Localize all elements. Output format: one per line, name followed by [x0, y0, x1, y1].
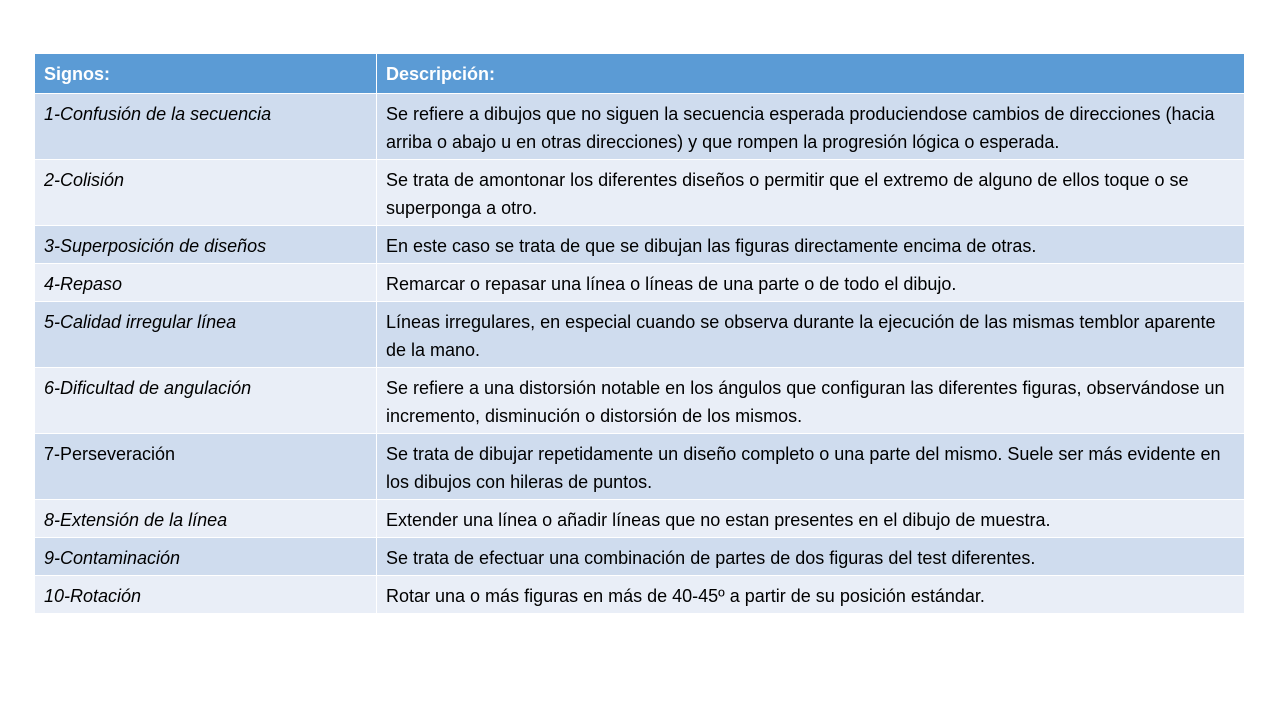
table-row — [35, 434, 1245, 500]
header-row — [35, 54, 1245, 94]
description-cell: Rotar una o más figuras en más de 40-45º a partir de su posición estándar. — [377, 576, 1245, 614]
table-row — [35, 368, 1245, 434]
table-row — [35, 538, 1245, 576]
description-cell: En este caso se trata de que se dibujan las figuras directamente encima de otras. — [377, 226, 1245, 264]
description-cell: Líneas irregulares, en especial cuando se observa durante la ejecución de las mismas temblor aparente de la mano. — [377, 302, 1245, 368]
table-row — [35, 264, 1245, 302]
sign-cell: 4-Repaso — [35, 264, 377, 302]
description-cell: Se trata de efectuar una combinación de partes de dos figuras del test diferentes. — [377, 538, 1245, 576]
sign-cell: 5-Calidad irregular línea — [35, 302, 377, 368]
table-row — [35, 576, 1245, 614]
sign-cell: 9-Contaminación — [35, 538, 377, 576]
description-cell: Se trata de dibujar repetidamente un diseño completo o una parte del mismo. Suele ser más evidente en los dibujos con hileras de puntos. — [377, 434, 1245, 500]
description-cell: Se refiere a dibujos que no siguen la secuencia esperada produciendose cambios de direcciones (hacia arriba o abajo u en otras direcciones) y que rompen la progresión lógica o esperada. — [377, 94, 1245, 160]
description-cell: Se refiere a una distorsión notable en los ángulos que configuran las diferentes figuras, observándose un incremento, disminución o distorsión de los mismos. — [377, 368, 1245, 434]
description-cell: Remarcar o repasar una línea o líneas de una parte o de todo el dibujo. — [377, 264, 1245, 302]
sign-cell: 1-Confusión de la secuencia — [35, 94, 377, 160]
sign-cell: 6-Dificultad de angulación — [35, 368, 377, 434]
description-cell: Se trata de amontonar los diferentes diseños o permitir que el extremo de alguno de ellos toque o se superponga a otro. — [377, 160, 1245, 226]
table-row — [35, 500, 1245, 538]
sign-cell: 8-Extensión de la línea — [35, 500, 377, 538]
sign-cell: 2-Colisión — [35, 160, 377, 226]
table-row — [35, 302, 1245, 368]
sign-cell: 10-Rotación — [35, 576, 377, 614]
table-row — [35, 94, 1245, 160]
header-description: Descripción: — [377, 54, 1245, 94]
description-cell: Extender una línea o añadir líneas que no estan presentes en el dibujo de muestra. — [377, 500, 1245, 538]
table-body — [35, 94, 1245, 614]
table-row — [35, 226, 1245, 264]
sign-cell: 3-Superposición de diseños — [35, 226, 377, 264]
table-header — [35, 54, 1245, 94]
sign-cell: 7-Perseveración — [35, 434, 377, 500]
header-sign: Signos: — [35, 54, 377, 94]
signs-table — [34, 53, 1245, 614]
table-row — [35, 160, 1245, 226]
